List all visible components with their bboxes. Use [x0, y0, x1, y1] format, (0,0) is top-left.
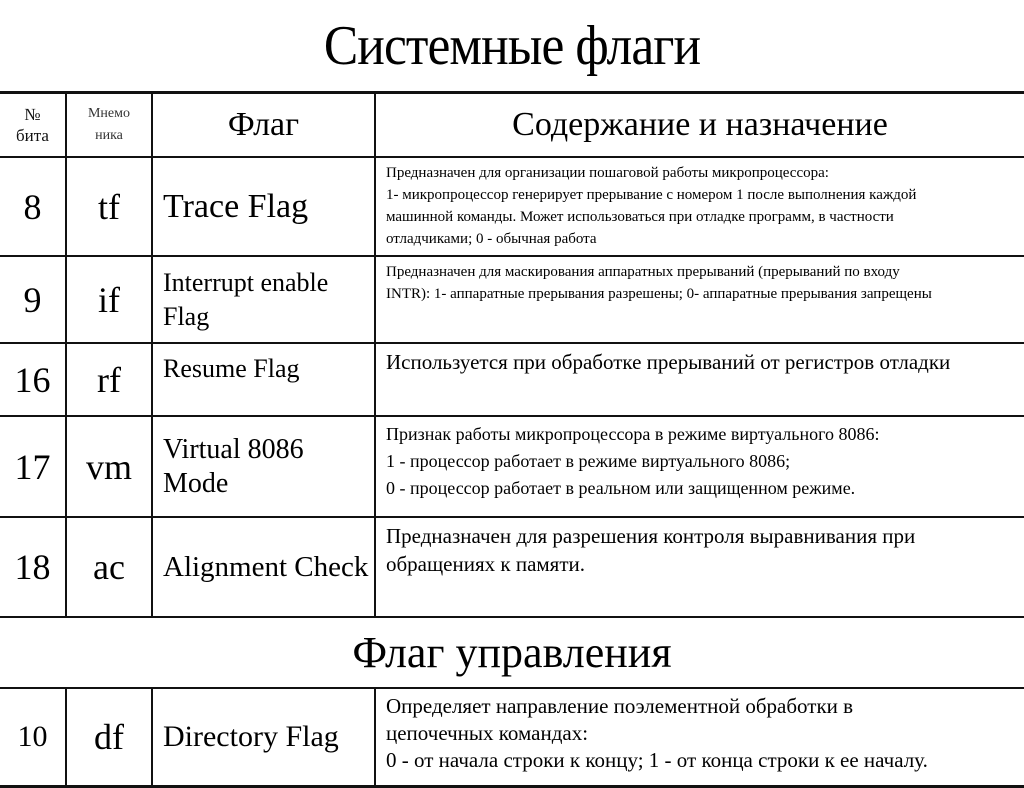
flag-description: Предназначен для организации пошаговой работы микропроцессора: 1- микропроцессор генерирует прерывание с номером 1 после выполнения каждой машинной команды. Может использоваться при отладке программ, в частности отладчиками; 0 - обычная работа [375, 157, 1024, 256]
flag-description: Предназначен для разрешения контроля выравнивания при обращениях к памяти. [375, 517, 1024, 617]
table-row [0, 256, 1024, 343]
mnemonic: rf [66, 343, 152, 416]
bit-number: 18 [0, 517, 66, 617]
header-description: Содержание и назначение [375, 93, 1024, 158]
flag-name: Alignment Check [152, 517, 375, 617]
bit-number: 10 [0, 688, 66, 787]
mnemonic: df [66, 688, 152, 787]
section-header-row [0, 617, 1024, 688]
table-row [0, 157, 1024, 256]
header-bit-number: № бита [0, 93, 66, 158]
page-title: Системные флаги [323, 15, 701, 77]
table-row [0, 517, 1024, 617]
flag-description: Используется при обработке прерываний от регистров отладки [375, 343, 1024, 416]
system-flags-table [0, 91, 1024, 788]
table-row [0, 343, 1024, 416]
flag-description: Предназначен для маскирования аппаратных прерываний (прерываний по входу INTR): 1- аппаратные прерывания разрешены; 0- аппаратные прерывания запрещены [375, 256, 1024, 343]
header-flag: Флаг [152, 93, 375, 158]
flag-name: Resume Flag [152, 343, 375, 416]
header-mnemonic: Мнемо ника [66, 93, 152, 158]
bit-number: 16 [0, 343, 66, 416]
flag-name: Interrupt enable Flag [152, 256, 375, 343]
section-title: Флаг управления [0, 617, 1024, 688]
bit-number: 17 [0, 416, 66, 517]
mnemonic: tf [66, 157, 152, 256]
bit-number: 8 [0, 157, 66, 256]
mnemonic: if [66, 256, 152, 343]
table-header-row [0, 93, 1024, 158]
flag-description: Признак работы микропроцессора в режиме виртуального 8086: 1 - процессор работает в режиме виртуального 8086; 0 - процессор работает в реальном или защищенном режиме. [375, 416, 1024, 517]
mnemonic: vm [66, 416, 152, 517]
mnemonic: ac [66, 517, 152, 617]
flag-description: Определяет направление поэлементной обработки в цепочечных командах: 0 - от начала строки к концу; 1 - от конца строки к ее началу. [375, 688, 1024, 787]
bit-number: 9 [0, 256, 66, 343]
flag-name: Virtual 8086 Mode [152, 416, 375, 517]
table-row [0, 416, 1024, 517]
flag-name: Directory Flag [152, 688, 375, 787]
table-row [0, 688, 1024, 787]
flag-name: Trace Flag [152, 157, 375, 256]
